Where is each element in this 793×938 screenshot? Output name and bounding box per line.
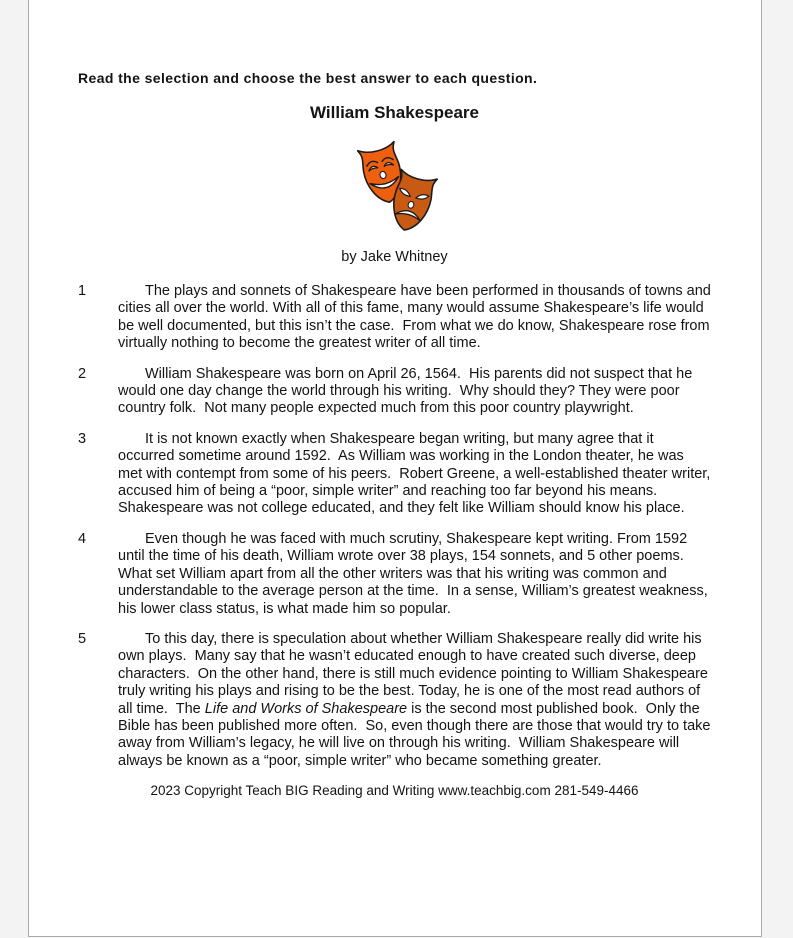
paragraph-text: Even though he was faced with much scrutiny, Shakespeare kept writing. From 1592 until the time of his death, William wrote over 38 plays, 154 sonnets, and 5 other poems. What set William apart from all the other writers was that his writing was common and understandable to the average person at the time. In a sense, William’s greatest weakness, his lower class status, is what made him so popular. [118,530,712,617]
paragraph-number: 2 [78,365,87,382]
byline: by Jake Whitney [341,249,448,265]
passage-paragraph [78,430,715,518]
passage-paragraph [78,630,715,770]
passage-paragraph [78,366,711,418]
paragraph-number: 5 [78,630,87,647]
paragraph-text: The plays and sonnets of Shakespeare have been performed in thousands of towns and cities all over the world. With all of this fame, many would assume Shakespeare’s life would be well documented, but this isn’t the case. From what we do know, Shakespeare rose from virtually nothing to become the greatest writer of all time. [118,283,715,352]
paragraph-text: It is not known exactly when Shakespeare began writing, but many agree that it occurred sometime around 1592. As William was working in the London theater, he was met with contempt from some of his peers. Robert Greene, a well-established theater writer, accused him of being a “poor, simple writer” and reaching too far beyond his means. Shakespeare was not college educated, and they felt like William should know his place. [118,430,715,517]
masks-illustration [340,135,450,235]
paragraph-number: 4 [78,530,87,547]
instruction-text: Read the selection and choose the best answer to each question. [78,70,538,86]
paragraph-number: 1 [78,283,87,299]
passage-paragraph [78,531,711,618]
paragraph-text: To this day, there is speculation about whether William Shakespeare really did write his own plays. Many say that he wasn’t educated enough to have created such diverse, deep characters. On the other hand, there is still much evidence pointing to William Shakespeare truly writing his plays and rising to be the best. Today, he is one of the most read authors of all time. The Life and Works of Shakespeare is the second most published book. Only the Bible has been published more often. So, even though there are those that would try to take away from William’s legacy, he will live on through his writing. William Shakespeare will always be known as a “poor, simple writer” who became something greater. [118,630,715,769]
passage-paragraphs [78,283,715,770]
passage-paragraph [78,283,715,353]
page-title: William Shakespeare [310,103,479,122]
paragraph-number: 3 [78,430,87,447]
comedy-tragedy-masks-icon [340,135,450,235]
worksheet-page [28,0,762,937]
copyright-footer: 2023 Copyright Teach BIG Reading and Writing www.teachbig.com 281-549-4466 [150,783,639,799]
paragraph-text: William Shakespeare was born on April 26, 1564. His parents did not suspect that he would one day change the world through his writing. Why should they? They were poor country folk. Not many people expected much from this poor country playwright. [118,365,697,417]
